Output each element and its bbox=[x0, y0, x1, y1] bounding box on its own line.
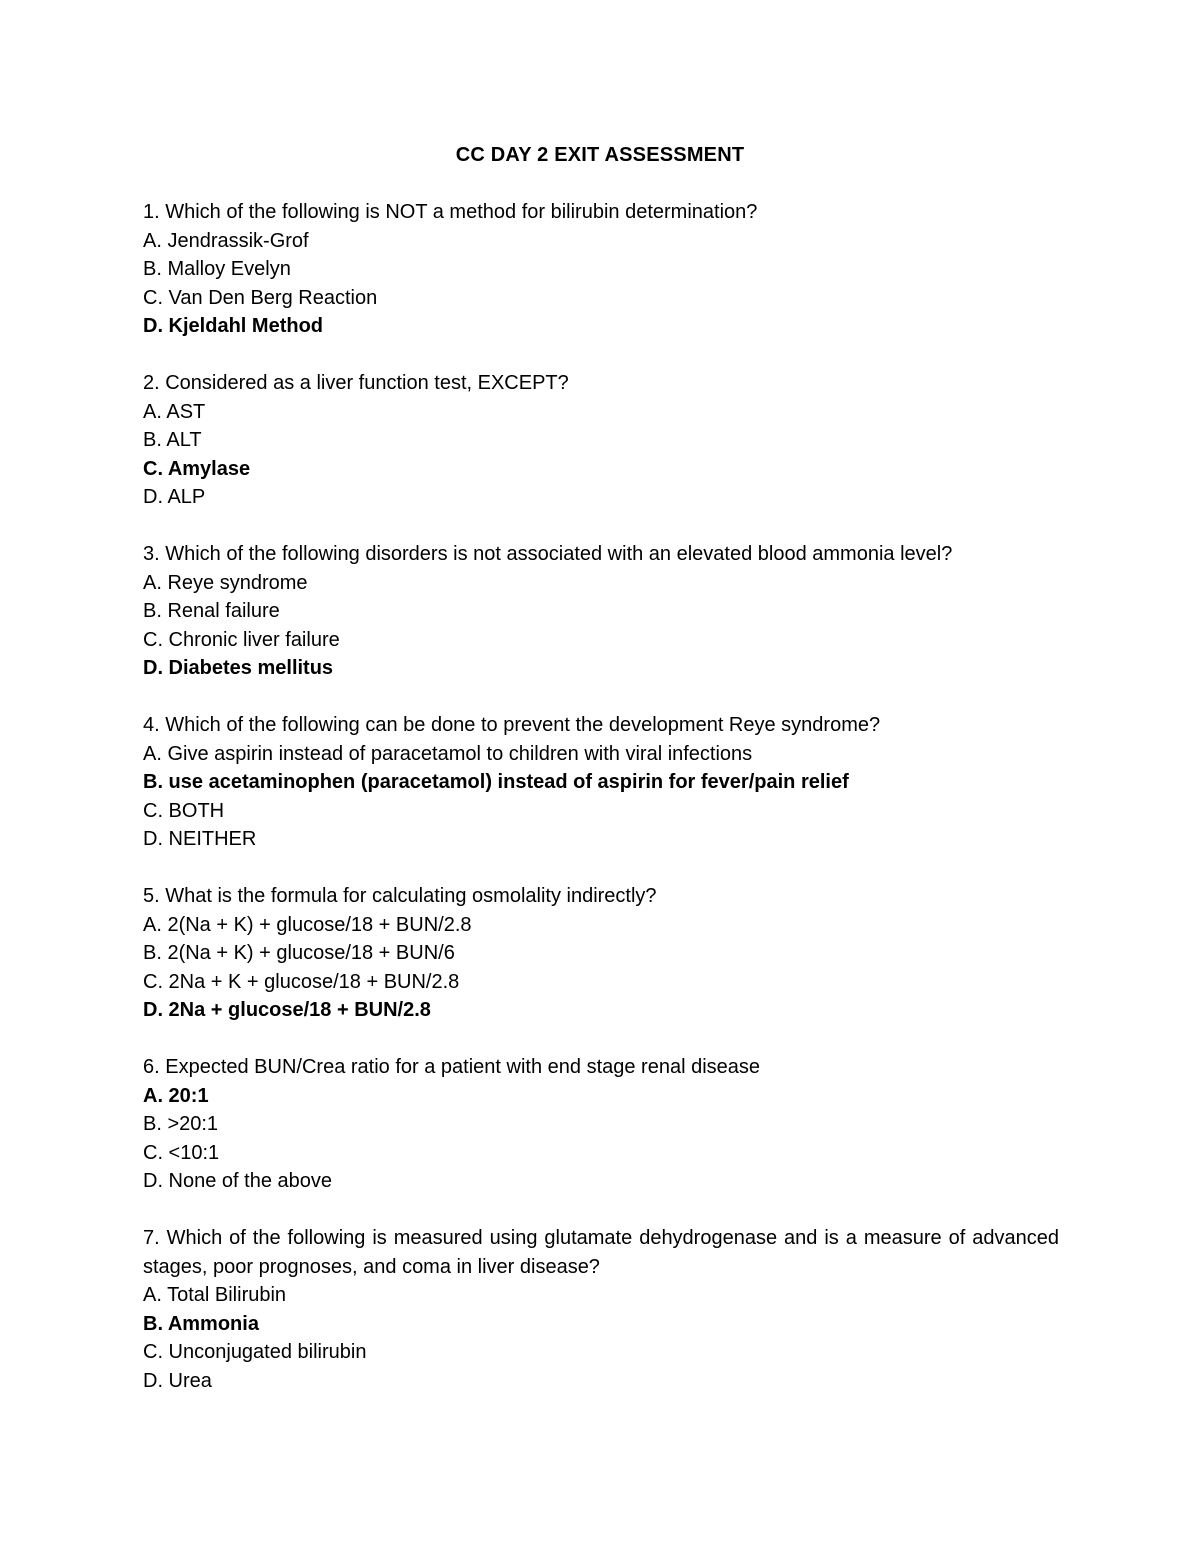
option-d: D. None of the above bbox=[143, 1170, 333, 1192]
option-c: C. Van Den Berg Reaction bbox=[143, 286, 378, 309]
question-6 bbox=[143, 1053, 1059, 1196]
option-b: B. 2(Na + K) + glucose/18 + BUN/6 bbox=[143, 942, 455, 964]
option-c: C. 2Na + K + glucose/18 + BUN/2.8 bbox=[143, 970, 460, 993]
option-a: A. Give aspirin instead of paracetamol to children with viral infections bbox=[143, 742, 753, 765]
option-c: C. <10:1 bbox=[143, 1141, 220, 1164]
answer-options bbox=[143, 227, 1059, 341]
question-text: 2. Considered as a liver function test, EXCEPT? bbox=[143, 372, 569, 394]
question-text: 1. Which of the following is NOT a method for bilirubin determination? bbox=[143, 201, 758, 223]
option-c: C. Chronic liver failure bbox=[143, 628, 340, 651]
option-d: D. Kjeldahl Method bbox=[143, 315, 323, 337]
option-a: A. Total Bilirubin bbox=[143, 1284, 287, 1306]
question-text: 5. What is the formula for calculating osmolality indirectly? bbox=[143, 885, 657, 907]
option-d: D. 2Na + glucose/18 + BUN/2.8 bbox=[143, 999, 431, 1021]
option-d: D. ALP bbox=[143, 486, 206, 508]
option-d: D. Urea bbox=[143, 1369, 212, 1392]
option-b: B. Malloy Evelyn bbox=[143, 258, 291, 280]
answer-options bbox=[143, 740, 1059, 854]
question-2 bbox=[143, 369, 1059, 512]
question-5 bbox=[143, 882, 1059, 1025]
question-text: 6. Expected BUN/Crea ratio for a patient with end stage renal disease bbox=[143, 1056, 761, 1078]
question-1 bbox=[143, 198, 1059, 341]
answer-options bbox=[143, 911, 1059, 1025]
option-a: A. Reye syndrome bbox=[143, 571, 308, 594]
option-b: B. Renal failure bbox=[143, 600, 280, 622]
option-b: B. >20:1 bbox=[143, 1113, 219, 1135]
option-a: A. Jendrassik-Grof bbox=[143, 229, 309, 252]
question-text: 3. Which of the following disorders is not associated with an elevated blood ammonia level? bbox=[143, 543, 953, 565]
question-4 bbox=[143, 711, 1059, 854]
option-c: C. Amylase bbox=[143, 457, 251, 480]
option-c: C. Unconjugated bilirubin bbox=[143, 1341, 367, 1363]
question-text: 4. Which of the following can be done to prevent the development Reye syndrome? bbox=[143, 714, 881, 736]
option-a: A. 20:1 bbox=[143, 1084, 209, 1107]
answer-options bbox=[143, 569, 1059, 683]
question-3 bbox=[143, 540, 1059, 683]
option-d: D. Diabetes mellitus bbox=[143, 657, 334, 679]
answer-options bbox=[143, 1281, 1059, 1395]
question-7 bbox=[143, 1224, 1059, 1395]
option-a: A. AST bbox=[143, 400, 206, 423]
question-list bbox=[143, 198, 1059, 1424]
option-d: D. NEITHER bbox=[143, 828, 257, 850]
option-b: B. Ammonia bbox=[143, 1312, 259, 1335]
option-a: A. 2(Na + K) + glucose/18 + BUN/2.8 bbox=[143, 913, 472, 936]
answer-options bbox=[143, 1082, 1059, 1196]
question-text: 7. Which of the following is measured using glutamate dehydrogenase and is a measure of advanced stages, poor prognoses, and coma in liver disease? bbox=[143, 1227, 1059, 1278]
option-b: B. use acetaminophen (paracetamol) instead of aspirin for fever/pain relief bbox=[143, 771, 849, 793]
option-b: B. ALT bbox=[143, 429, 202, 451]
answer-options bbox=[143, 398, 1059, 512]
document-title: CC DAY 2 EXIT ASSESSMENT bbox=[455, 144, 745, 166]
option-c: C. BOTH bbox=[143, 799, 225, 822]
